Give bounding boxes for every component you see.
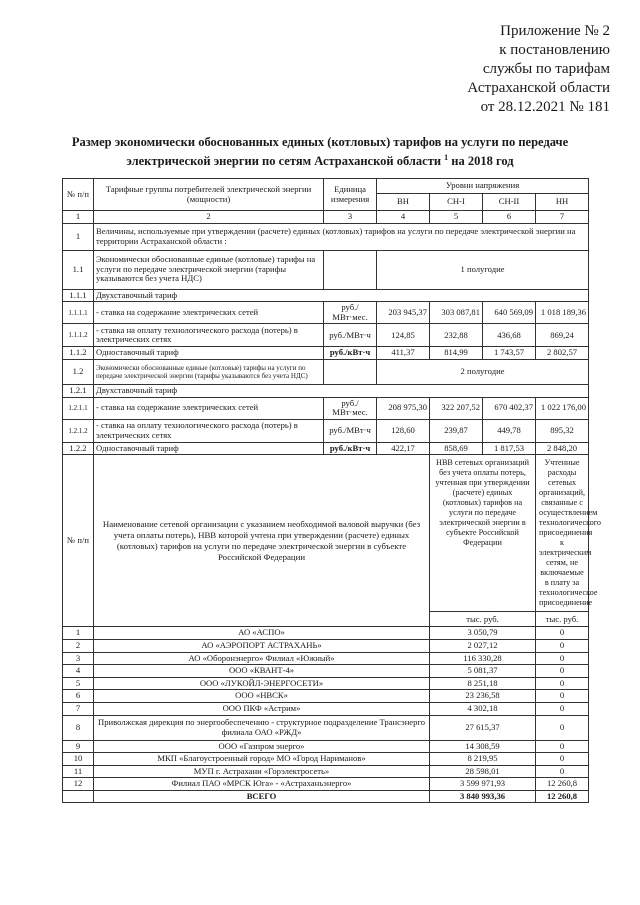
value-sn2: 449,78 <box>483 419 536 442</box>
col-header-groups: Тарифные группы потребителей электрической энергии (мощности) <box>94 179 324 211</box>
total-nvv: 3 840 993,36 <box>430 790 536 803</box>
org-num: 8 <box>63 715 94 740</box>
document-title <box>40 134 600 169</box>
row-unit: руб./МВт·мес. <box>324 397 377 419</box>
value-nn: 1 018 189,36 <box>536 302 589 324</box>
row-text: Одноставочный тариф <box>94 442 324 455</box>
column-number: 4 <box>377 211 430 224</box>
row-num: 1.1.1.2 <box>63 324 94 347</box>
header-line: Астраханской области <box>467 80 610 96</box>
org-name: ООО «НВСК» <box>94 690 430 703</box>
org-nvv: 4 302,18 <box>430 702 536 715</box>
total-row <box>63 790 589 803</box>
table-row <box>63 627 589 640</box>
table-row <box>63 690 589 703</box>
value-sn1: 322 207,52 <box>430 397 483 419</box>
org-nvv: 2 027,12 <box>430 639 536 652</box>
row-num: 1.2.1 <box>63 384 94 397</box>
title-line-2-text: электрической энергии по сетям Астраханской области <box>126 154 442 169</box>
row-text: Экономически обоснованные единые (котловые) тарифы на услуги по передаче электрической энергии (тарифы указываются без учета НДС) <box>94 359 324 384</box>
value-vn: 411,37 <box>377 347 430 360</box>
col-header-nvv: НВВ сетевых организаций без учета оплаты потерь, учтенная при утверждении (расчете) единых (котловых) тарифов на услуги по передаче электрической энергии в субъекте Российской Федерации <box>430 455 536 612</box>
org-name: АО «АСПО» <box>94 627 430 640</box>
table-row <box>63 347 589 360</box>
value-sn2: 670 402,37 <box>483 397 536 419</box>
row-text: - ставка на оплату технологического расхода (потерь) в электрических сетях <box>94 324 324 347</box>
header-line: к постановлению <box>499 42 610 58</box>
org-nvv: 3 050,79 <box>430 627 536 640</box>
value-sn1: 814,99 <box>430 347 483 360</box>
org-num: 12 <box>63 778 94 791</box>
row-num: 1.2 <box>63 359 94 384</box>
empty-cell <box>63 790 94 803</box>
row-num: 1.1.2 <box>63 347 94 360</box>
org-name: МКП «Благоустроенный город» МО «Город Нариманов» <box>94 753 430 766</box>
part2-header-row <box>63 455 589 612</box>
org-num: 1 <box>63 627 94 640</box>
table-row <box>63 778 589 791</box>
value-vn: 208 975,30 <box>377 397 430 419</box>
row-num: 1.2.2 <box>63 442 94 455</box>
table-row <box>63 740 589 753</box>
value-nn: 2 848,20 <box>536 442 589 455</box>
org-nvv: 3 599 971,93 <box>430 778 536 791</box>
row-unit: руб./МВт·мес. <box>324 302 377 324</box>
title-line-2-end: на 2018 год <box>451 154 514 169</box>
table-row <box>63 223 589 250</box>
row-text: - ставка на содержание электрических сетей <box>94 397 324 419</box>
column-number: 7 <box>536 211 589 224</box>
row-num: 1.1 <box>63 250 94 289</box>
value-nn: 1 022 176,00 <box>536 397 589 419</box>
org-num: 3 <box>63 652 94 665</box>
row-num: 1.1.1 <box>63 289 94 302</box>
empty-cell <box>324 250 377 289</box>
row-unit: руб./МВт·ч <box>324 419 377 442</box>
col-header-unit: Единица измерения <box>324 179 377 211</box>
header-line: Приложение № 2 <box>500 23 610 39</box>
table-row <box>63 324 589 347</box>
value-vn: 124,85 <box>377 324 430 347</box>
title-line-2 <box>40 150 600 169</box>
value-sn1: 303 087,81 <box>430 302 483 324</box>
total-tp-costs: 12 260,8 <box>536 790 589 803</box>
org-nvv: 28 598,01 <box>430 765 536 778</box>
org-name: Филиал ПАО «МРСК Юга» - «Астраханьэнерго» <box>94 778 430 791</box>
value-sn1: 239,87 <box>430 419 483 442</box>
col-header-nn: НН <box>536 194 589 211</box>
org-nvv: 8 219,95 <box>430 753 536 766</box>
table-row <box>63 702 589 715</box>
org-num: 4 <box>63 665 94 678</box>
org-tp-costs: 0 <box>536 753 589 766</box>
org-num: 11 <box>63 765 94 778</box>
empty-cell <box>324 359 377 384</box>
col-header-vn: ВН <box>377 194 430 211</box>
column-number: 3 <box>324 211 377 224</box>
value-nn: 869,24 <box>536 324 589 347</box>
org-nvv: 27 615,37 <box>430 715 536 740</box>
table-row <box>63 442 589 455</box>
row-text: Двухставочный тариф <box>94 289 589 302</box>
row-num: 1 <box>63 223 94 250</box>
org-name: ООО «ЛУКОЙЛ-ЭНЕРГОСЕТИ» <box>94 677 430 690</box>
org-name: МУП г. Астрахани «Горэлектросеть» <box>94 765 430 778</box>
org-tp-costs: 0 <box>536 702 589 715</box>
org-num: 6 <box>63 690 94 703</box>
table-row <box>63 302 589 324</box>
header-line: от 28.12.2021 № 181 <box>480 99 610 115</box>
org-name: АО «Оборонэнерго» Филиал «Южный» <box>94 652 430 665</box>
value-vn: 422,17 <box>377 442 430 455</box>
period-label: 1 полугодие <box>377 250 589 289</box>
unit-tp-costs: тыс. руб. <box>536 612 589 627</box>
part2-num-header: № п/п <box>63 455 94 627</box>
org-tp-costs: 0 <box>536 690 589 703</box>
row-unit: руб./кВт·ч <box>324 442 377 455</box>
part2-description: Наименование сетевой организации с указанием необходимой валовой выручки (без учета оплаты потерь), НВВ которой учтена при утверждении (расчете) единых (котловых) тарифов на услуги по передаче электрической энергии в субъекте Российской Федерации <box>94 455 430 627</box>
org-name: ООО ПКФ «Астрим» <box>94 702 430 715</box>
unit-nvv: тыс. руб. <box>430 612 536 627</box>
value-sn2: 1 743,57 <box>483 347 536 360</box>
row-num: 1.1.1.1 <box>63 302 94 324</box>
org-tp-costs: 0 <box>536 765 589 778</box>
table-row <box>63 359 589 384</box>
table-row <box>63 665 589 678</box>
org-tp-costs: 0 <box>536 639 589 652</box>
column-number-row <box>63 211 589 224</box>
table-row <box>63 397 589 419</box>
row-text: - ставка на оплату технологического расхода (потерь) в электрических сетях <box>94 419 324 442</box>
row-text: Величины, используемые при утверждении (расчете) единых (котловых) тарифов на услуги по передаче электрической энергии на территории Астраханской области : <box>94 223 589 250</box>
col-header-sn2: СН-II <box>483 194 536 211</box>
org-num: 5 <box>63 677 94 690</box>
org-nvv: 5 081,37 <box>430 665 536 678</box>
row-text: Двухставочный тариф <box>94 384 589 397</box>
column-number: 5 <box>430 211 483 224</box>
value-vn: 203 945,37 <box>377 302 430 324</box>
org-nvv: 23 236,58 <box>430 690 536 703</box>
table-row <box>63 250 589 289</box>
col-header-tp-costs: Учтенные расходы сетевых организаций, связанные с осуществлением технологического присоединения к электрическим сетям, не включаемые в плату за технологическое присоединение <box>536 455 589 612</box>
org-nvv: 8 251,18 <box>430 677 536 690</box>
row-num: 1.2.1.2 <box>63 419 94 442</box>
column-number: 1 <box>63 211 94 224</box>
org-num: 9 <box>63 740 94 753</box>
value-sn1: 858,69 <box>430 442 483 455</box>
org-nvv: 116 330,28 <box>430 652 536 665</box>
value-sn2: 436,68 <box>483 324 536 347</box>
table-row <box>63 639 589 652</box>
footnote-mark: 1 <box>444 153 449 162</box>
row-text: Одноставочный тариф <box>94 347 324 360</box>
column-number: 6 <box>483 211 536 224</box>
org-tp-costs: 0 <box>536 627 589 640</box>
table-row <box>63 384 589 397</box>
period-label: 2 полугодие <box>377 359 589 384</box>
table-row <box>63 765 589 778</box>
org-name: ООО «Газпром энерго» <box>94 740 430 753</box>
title-line-1: Размер экономически обоснованных единых (котловых) тарифов на услуги по передаче <box>71 135 569 149</box>
org-tp-costs: 12 260,8 <box>536 778 589 791</box>
org-nvv: 14 308,59 <box>430 740 536 753</box>
value-sn2: 640 569,09 <box>483 302 536 324</box>
table-header-row <box>63 179 589 194</box>
row-num: 1.2.1.1 <box>63 397 94 419</box>
table-row <box>63 677 589 690</box>
row-text: Экономически обоснованные единые (котловые) тарифы на услуги по передаче электрической энергии (тарифы указываются без учета НДС) <box>94 250 324 289</box>
table-row <box>63 715 589 740</box>
appendix-header <box>467 22 610 117</box>
table-row <box>63 289 589 302</box>
table-row <box>63 753 589 766</box>
org-name: АО «АЭРОПОРТ АСТРАХАНЬ» <box>94 639 430 652</box>
org-num: 7 <box>63 702 94 715</box>
org-tp-costs: 0 <box>536 665 589 678</box>
org-tp-costs: 0 <box>536 715 589 740</box>
table-row <box>63 419 589 442</box>
value-sn1: 232,88 <box>430 324 483 347</box>
org-name: ООО «КВАНТ-4» <box>94 665 430 678</box>
col-header-levels: Уровни напряжения <box>377 179 589 194</box>
total-label: ВСЕГО <box>94 790 430 803</box>
tariff-table <box>62 178 601 803</box>
value-sn2: 1 817,53 <box>483 442 536 455</box>
row-text: - ставка на содержание электрических сетей <box>94 302 324 324</box>
org-tp-costs: 0 <box>536 652 589 665</box>
value-vn: 128,60 <box>377 419 430 442</box>
org-tp-costs: 0 <box>536 677 589 690</box>
header-line: службы по тарифам <box>482 61 610 77</box>
row-unit: руб./МВт·ч <box>324 324 377 347</box>
org-num: 10 <box>63 753 94 766</box>
value-nn: 2 802,57 <box>536 347 589 360</box>
col-header-num: № п/п <box>63 179 94 211</box>
value-nn: 895,32 <box>536 419 589 442</box>
col-header-sn1: СН-I <box>430 194 483 211</box>
org-name: Приволжская дирекция по энергообеспечению - структурное подразделение Трансэнерго филиала ОАО «РЖД» <box>94 715 430 740</box>
org-tp-costs: 0 <box>536 740 589 753</box>
table-row <box>63 652 589 665</box>
org-num: 2 <box>63 639 94 652</box>
row-unit: руб./кВт·ч <box>324 347 377 360</box>
column-number: 2 <box>94 211 324 224</box>
